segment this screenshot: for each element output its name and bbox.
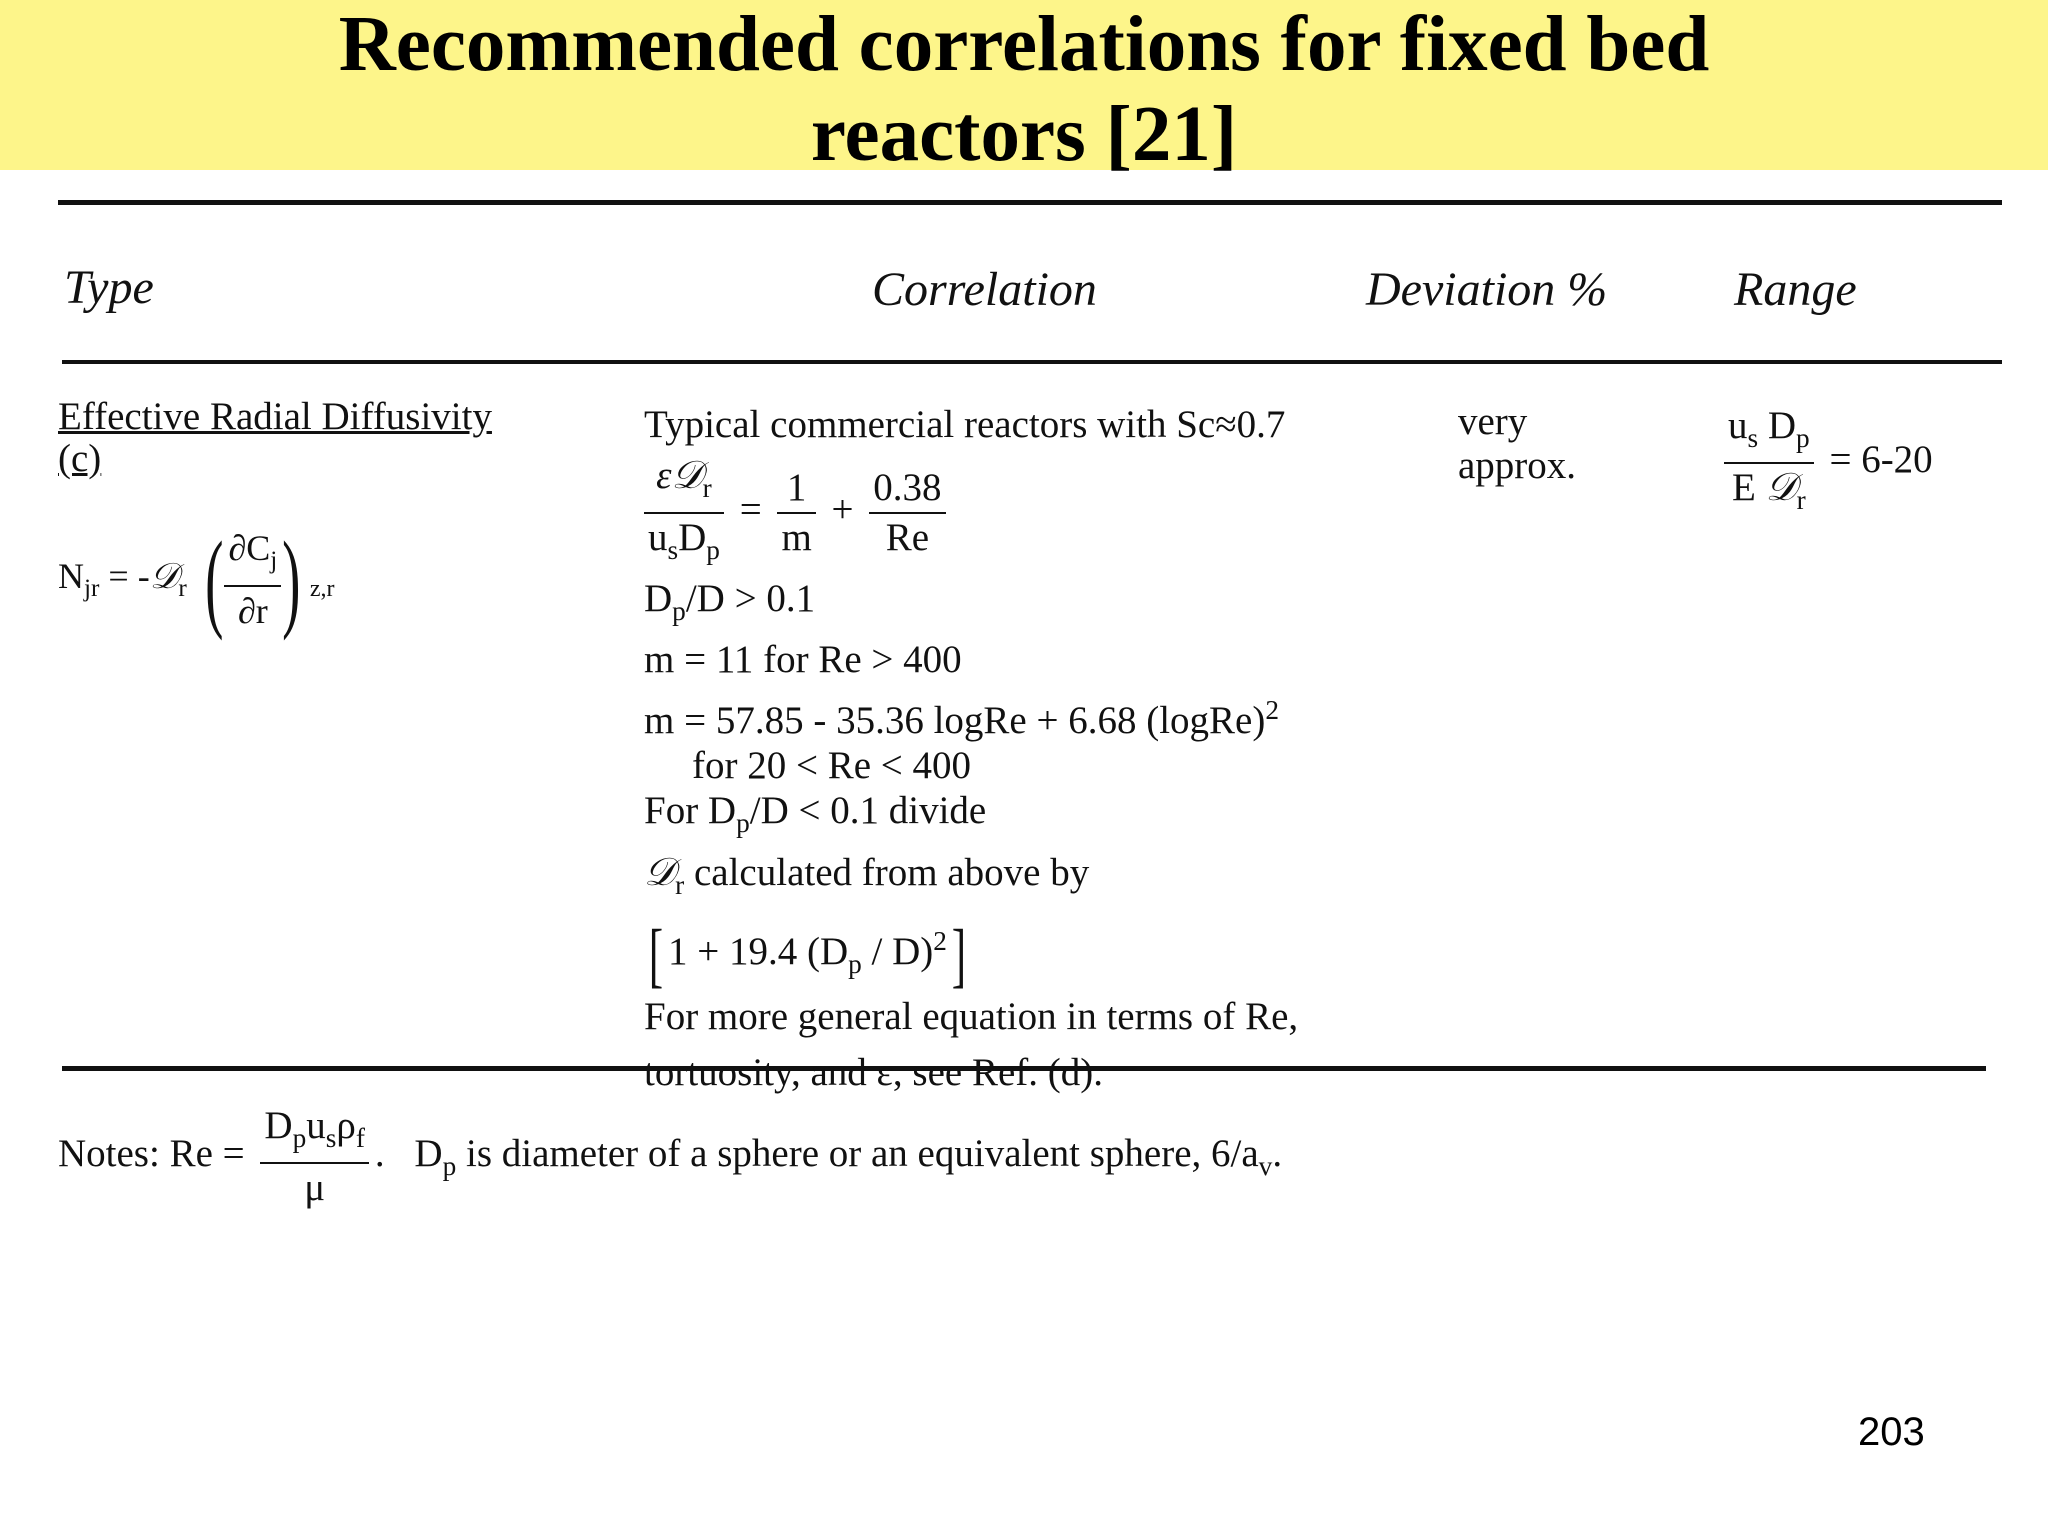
deviation-line1: very: [1458, 400, 1528, 443]
flux-lhs-sub: jr: [84, 575, 100, 603]
flux-equation: [58, 518, 335, 641]
page-number: 203: [1858, 1410, 1925, 1454]
flux-D: 𝒟: [149, 555, 179, 596]
notes-text: $D_p$ is diameter of a sphere or an equivalent sphere, $6/a_v$.: [414, 1131, 1283, 1181]
eq1-lhs: $\frac{\varepsilon 𝒟_r}{u_sD_p}$: [644, 452, 724, 574]
notes: [58, 1102, 1282, 1212]
flux-eq: = -: [108, 555, 150, 596]
table-top-rule: [58, 200, 2002, 205]
corr-cond2: m = 11 for Re > 400: [644, 638, 962, 682]
corr-intro: Typical commercial reactors with Sc≈0.7: [644, 403, 1286, 446]
corr-cond8: For more general equation in terms of Re,: [644, 994, 1299, 1038]
slide-title: [0, 0, 2048, 180]
type-label: [58, 396, 492, 480]
type-label-line2: (c): [58, 437, 102, 480]
eq1-frac2: $\frac{0.38}{Re}$: [869, 464, 945, 562]
flux-paren-close: ): [282, 518, 301, 641]
eq1-plus: +: [831, 487, 854, 531]
corr-cond1: $D_p/D > 0.1$: [644, 576, 816, 626]
header-type: Type: [64, 261, 154, 314]
corr-equation: [638, 452, 1298, 574]
corr-cond9: tortuosity, and ε, see Ref. (d).: [644, 1050, 1103, 1094]
corr-cond3: m = 57.85 - 35.36 logRe + 6.68 (logRe)$^2$: [644, 695, 1280, 743]
flux-D-sub: r: [178, 575, 187, 603]
header-range: Range: [1734, 263, 1857, 316]
range-value: = 6-20: [1829, 437, 1933, 481]
range-fraction: $\frac{u_s D_p}{E 𝒟_r}$: [1724, 402, 1814, 524]
flux-fraction-num: $\partial C_j$: [224, 524, 281, 587]
flux-outer-sub: z,r: [309, 576, 335, 603]
notes-label: Notes: Re =: [58, 1131, 245, 1175]
slide-title-line2: reactors [21]: [810, 91, 1238, 178]
flux-fraction: [224, 524, 281, 635]
corr-cond6: 𝒟$_r$ calculated from above by: [644, 851, 1090, 900]
correlation-cell: [644, 400, 1298, 1101]
corr-cond4: for 20 < Re < 400: [692, 744, 972, 788]
eq1-frac1: $\frac{1}{m}$: [777, 464, 815, 562]
corr-cond5: For $D_p/D < 0.1$ divide: [644, 789, 987, 839]
corr-cond7: [ 1 + 19.4 $(D_p / D)^2$]: [648, 915, 967, 996]
deviation-line2: approx.: [1458, 444, 1577, 487]
flux-paren-open: (: [204, 518, 224, 641]
range-cell: [1718, 402, 1933, 524]
header-correlation: Correlation: [872, 263, 1097, 316]
deviation-cell: [1458, 400, 1576, 488]
notes-sep: .: [374, 1131, 385, 1175]
flux-lhs: N: [58, 555, 84, 596]
slide-title-line1: Recommended correlations for fixed bed: [338, 1, 1710, 88]
notes-re-fraction: $\frac{D_pu_s\rho_f}{\mu}$: [260, 1102, 369, 1212]
type-label-line1: Effective Radial Diffusivity: [58, 395, 492, 438]
eq1-eq: =: [739, 487, 762, 531]
header-deviation: Deviation %: [1366, 263, 1608, 316]
header-bottom-rule: [62, 360, 2002, 364]
flux-fraction-den: ∂r: [237, 591, 268, 632]
